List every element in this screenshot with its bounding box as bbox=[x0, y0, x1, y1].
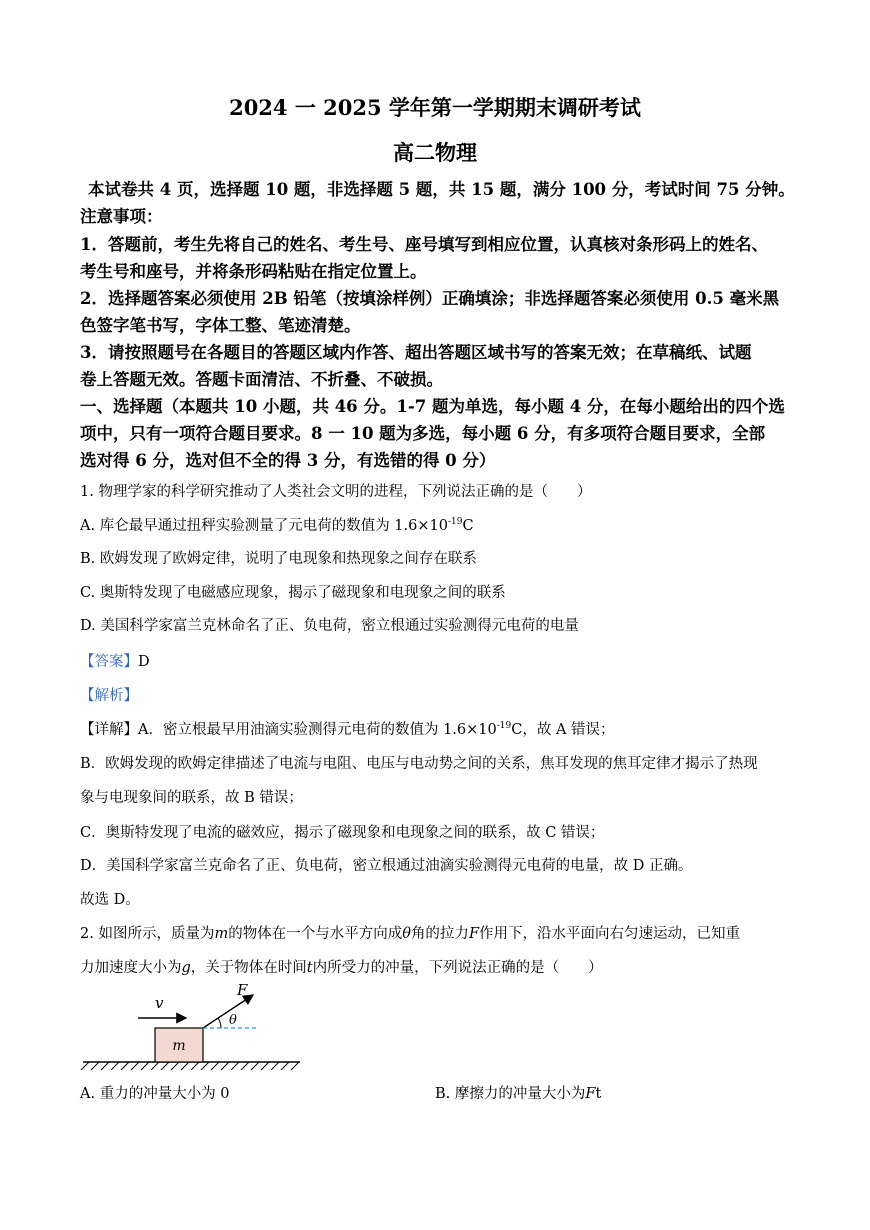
q2-stem-line-2 bbox=[80, 956, 795, 977]
notice-item-1-line-2: 考生号和座号，并将条形码粘贴在指定位置上。 bbox=[80, 262, 427, 281]
q2-stem-text: 作用下，沿水平面向右匀速运动，已知重 bbox=[479, 926, 740, 942]
q1-option-a-text: A. 库仑最早通过扭秤实验测量了元电荷的数值为 1.6×10 bbox=[80, 518, 448, 534]
q2-stem-text: 内所受力的冲量，下列说法正确的是（ ） bbox=[312, 960, 603, 976]
block-label-m: m bbox=[172, 1038, 186, 1054]
q1-analysis-tag: 【解析】 bbox=[80, 688, 138, 704]
exam-intro: 本试卷共 4 页，选择题 10 题，非选择题 5 题，共 15 题，满分 100 分，考试时间 75 分钟。 bbox=[88, 180, 795, 199]
q2-stem-text: 的物体在一个与水平方向成 bbox=[228, 926, 403, 942]
notice-item-3-line-1: 3．请按照题号在各题目的答题区域内作答、超出答题区域书写的答案无效；在草稿纸、试题 bbox=[80, 343, 752, 362]
force-label: F bbox=[237, 981, 248, 999]
q2-stem-text: ，关于物体在时间 bbox=[190, 960, 307, 976]
section-1-line-3: 选对得 6 分，选对但不全的得 3 分，有选错的得 0 分） bbox=[80, 451, 496, 470]
q2-stem-text: 2. 如图所示，质量为 bbox=[80, 926, 215, 942]
q1-detail-b-line-2: 象与电现象间的联系，故 B 错误； bbox=[80, 790, 303, 806]
var-t: t bbox=[306, 960, 313, 976]
force-arrow bbox=[203, 995, 253, 1028]
q2-stem-line-1 bbox=[80, 922, 795, 943]
q1-option-d: D. 美国科学家富兰克林命名了正、负电荷，密立根通过实验测得元电荷的电量 bbox=[80, 618, 579, 634]
var-F: F bbox=[585, 1086, 596, 1102]
subject-title: 高二物理 bbox=[393, 140, 477, 165]
detail-tag: 【详解】 bbox=[80, 722, 138, 738]
q1-stem: 1. 物理学家的科学研究推动了人类社会文明的进程，下列说法正确的是（ ） bbox=[80, 484, 592, 500]
q2-option-b bbox=[435, 1082, 601, 1103]
section-1-line-1: 一、选择题（本题共 10 小题，共 46 分。1-7 题为单选，每小题 4 分，在每小题给出的四个选 bbox=[80, 397, 785, 416]
exam-title: 2024 一 2025 学年第一学期期末调研考试 bbox=[229, 95, 641, 120]
velocity-label: v bbox=[155, 994, 164, 1012]
q1-option-a-unit: C bbox=[462, 518, 474, 534]
q1-option-b: B. 欧姆发现了欧姆定律，说明了电现象和热现象之间存在联系 bbox=[80, 551, 477, 567]
q1-detail-a bbox=[80, 718, 795, 739]
ground-hatch bbox=[81, 1062, 299, 1070]
q1-option-a bbox=[80, 514, 795, 535]
angle-arc bbox=[218, 1018, 221, 1028]
section-1-line-2: 项中，只有一项符合题目要求。8 一 10 题为多选，每小题 6 分，有多项符合题目要求，全部 bbox=[80, 424, 766, 443]
answer-value: D bbox=[138, 654, 150, 670]
q2-option-b-text: B. 摩擦力的冲量大小为 bbox=[435, 1086, 586, 1102]
q1-conclusion: 故选 D。 bbox=[80, 892, 140, 908]
q2-option-b-tail: t bbox=[595, 1086, 602, 1102]
q2-stem-text: 力加速度大小为 bbox=[80, 960, 182, 976]
q2-figure bbox=[75, 978, 310, 1073]
notice-item-2-line-1: 2．选择题答案必须使用 2B 铅笔（按填涂样例）正确填涂；非选择题答案必须使用 0.5 毫米黑 bbox=[80, 289, 780, 308]
q1-detail-b-line-1: B．欧姆发现的欧姆定律描述了电流与电阻、电压与电动势之间的关系，焦耳发现的焦耳定律才揭示了热现 bbox=[80, 756, 758, 772]
q1-option-c: C. 奥斯特发现了电磁感应现象，揭示了磁现象和电现象之间的联系 bbox=[80, 585, 506, 601]
q1-option-a-exponent: -19 bbox=[447, 517, 463, 528]
detail-a-exponent: -19 bbox=[496, 721, 512, 732]
detail-a-tail: C，故 A 错误； bbox=[511, 722, 615, 738]
notice-heading: 注意事项： bbox=[80, 207, 163, 226]
angle-label: θ bbox=[229, 1013, 237, 1028]
notice-item-1-line-1: 1．答题前，考生先将自己的姓名、考生号、座号填写到相应位置，认真核对条形码上的姓名、 bbox=[80, 235, 768, 254]
q2-stem-text: 角的拉力 bbox=[410, 926, 469, 942]
q1-answer bbox=[80, 650, 795, 671]
var-g: g bbox=[181, 960, 191, 976]
var-F: F bbox=[468, 926, 479, 942]
q1-detail-d: D．美国科学家富兰克命名了正、负电荷，密立根通过油滴实验测得元电荷的电量，故 D 正确。 bbox=[80, 858, 693, 874]
var-theta: θ bbox=[402, 926, 411, 942]
notice-item-2-line-2: 色签字笔书写，字体工整、笔迹清楚。 bbox=[80, 316, 361, 335]
var-m: m bbox=[214, 926, 229, 942]
answer-tag: 【答案】 bbox=[80, 654, 138, 670]
q1-detail-c: C．奥斯特发现了电流的磁效应，揭示了磁现象和电现象之间的联系，故 C 错误； bbox=[80, 825, 605, 841]
q2-option-a: A. 重力的冲量大小为 0 bbox=[80, 1086, 230, 1102]
detail-a-text: A．密立根最早用油滴实验测得元电荷的数值为 1.6×10 bbox=[138, 722, 497, 738]
notice-item-3-line-2: 卷上答题无效。答题卡面清洁、不折叠、不破损。 bbox=[80, 370, 443, 389]
